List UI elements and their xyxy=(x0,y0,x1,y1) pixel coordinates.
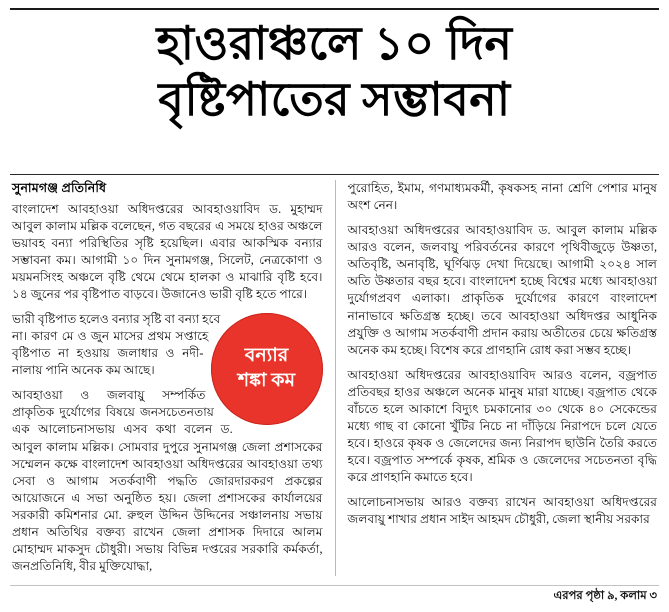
status-badge-line-2: শঙ্কা কম xyxy=(237,369,296,391)
bottom-divider xyxy=(10,585,659,586)
headline-line-2: বৃষ্টিপাতের সম্ভাবনা xyxy=(158,74,511,126)
page-title xyxy=(14,16,655,128)
paragraph: আবহাওয়া অধিদপ্তরের আবহাওয়াবিদ আরও বলেন, বজ্রপাত প্রতিবছর হাওর অঞ্চলে অনেক মানুষ মারা যাচ্ছে। বজ্রপাত থেকে বাঁচতে হলে আকাশে বিদ্যুৎ চমকানোর ৩০ থেকে ৪০ সেকেন্ডের মধ্যে গাছ বা কোনো খুঁটির নিচে না দাঁড়িয়ে নিরাপদে চলে যেতে হবে। হাওরে কৃষক ও জেলেদের জন্য নিরাপদ ছাউনি তৈরি করতে হবে। বজ্রপাত সম্পর্কে কৃষক, শ্রমিক ও জেলেদের সচেতনতা বৃদ্ধি করে প্রাণহানি কমাতে হবে। xyxy=(347,367,657,485)
paragraph: পুরোহিত, ইমাম, গণমাধ্যমকর্মী, কৃষকসহ নানা শ্রেণি পেশার মানুষ অংশ নেন। xyxy=(347,181,657,213)
headline-divider xyxy=(10,174,659,175)
article-columns xyxy=(12,180,657,576)
paragraph: বাংলাদেশ আবহাওয়া অধিদপ্তরের আবহাওয়াবিদ ড. মুহাম্মদ আবুল কালাম মল্লিক বলেছেন, গত বছরের এ সময়ে হাওর অঞ্চলে ভয়াবহ বন্যা পরিস্থিতির সৃষ্টি হয়েছিল। এবার আকস্মিক বন্যার সম্ভাবনা কম। আগামী ১০ দিন সুনামগঞ্জ, সিলেট, নেত্রকোণা ও ময়মনসিংহ অঞ্চলে বৃষ্টি থেমে থেমে হালকা ও মাঝারি বৃষ্টি হবে। ১৪ জুনের পর বৃষ্টিপাত বাড়বে। উজানেও ভারী বৃষ্টি হতে পারে। xyxy=(12,201,323,301)
top-divider xyxy=(10,8,659,10)
continuation-note: এরপর পৃষ্ঠা ৯, কলাম ৩ xyxy=(553,590,657,602)
paragraph: ভারী বৃষ্টিপাত হলেও বন্যার সৃষ্টি বা বন্যা হবে না। কারণ মে ও জুন মাসের প্রথম সপ্তাহে বৃষ্টিপাত না হওয়ায় জলাধার ও নদী-নালায় পানি অনেক কম আছে। xyxy=(12,311,221,378)
byline: সুনামগঞ্জ প্রতিনিধি xyxy=(12,181,107,195)
paragraph: আবহাওয়া ও জলবায়ু সম্পর্কিত প্রাকৃতিক দুর্যোগের বিষয়ে জনসচেতনতায় এক আলোচনাসভায় এসব কথা বলেন ড. আবুল কালাম মল্লিক। সোমবার দুপুরে সুনামগঞ্জ জেলা প্রশাসকের সম্মেলন কক্ষে বাংলাদেশ আবহাওয়া অধিদপ্তরের আবহাওয়া তথ্য সেবা ও আগাম সতর্কবাণী পদ্ধতি জোরদারকরণ প্রকল্পের আয়োজনে এ সভা অনুষ্ঠিত হয়। জেলা প্রশাসকের কার্যালয়ের সরকারী কমিশনার মো. রুহুল উদ্দিন উদ্দিনের সঞ্চালনায় সভায় প্রধান অতিথির বক্তব্য রাখেন জেলা প্রশাসক দিদারে আলম মোহাম্মদ মাকসুদ চৌধুরী। সভায় বিভিন্ন দপ্তরের সরকারি কর্মকর্তা, জনপ্রতিনিধি, বীর মুক্তিযোদ্ধা, xyxy=(12,388,323,574)
paragraph: আবহাওয়া অধিদপ্তরের আবহাওয়াবিদ ড. আবুল কালাম মল্লিক আরও বলেন, জলবায়ু পরিবর্তনের কারণে পৃথিবীজুড়ে উষ্ণতা, অতিবৃষ্টি, অনাবৃষ্টি, ঘূর্ণিঝড় দেখা দিয়েছে। আগামী ২০২৪ সাল অতি উষ্ণতার বছর হবে। বাংলাদেশ হচ্ছে বিশ্বের মধ্যে আবহাওয়া দুর্যোগপ্রবণ এলাকা। প্রাকৃতিক দুর্যোগের কারণে বাংলাদেশ নানাভাবে ক্ষতিগ্রস্ত হচ্ছে। তবে আবহাওয়া অধিদপ্তর আধুনিক প্রযুক্তি ও আগাম সতর্কবাণী প্রদান করায় অতীতের চেয়ে ক্ষতিগ্রস্ত অনেক কম হচ্ছে। বিশেষ করে প্রাণহানি রোধ করা সম্ভব হচ্ছে। xyxy=(347,223,657,357)
paragraph: আলোচনাসভায় আরও বক্তব্য রাখেন আবহাওয়া অধিদপ্তরের জলবায়ু শাখার প্রধান সাইদ আহমদ চৌধুরী, জেলা স্থানীয় সরকার xyxy=(347,495,657,527)
article-column-right xyxy=(335,180,658,576)
headline-line-1: হাওরাঞ্চলে ১০ দিন xyxy=(156,18,513,69)
article-column-left xyxy=(12,180,335,576)
status-badge-line-1: বন্যার xyxy=(244,345,289,367)
status-badge xyxy=(211,313,323,425)
